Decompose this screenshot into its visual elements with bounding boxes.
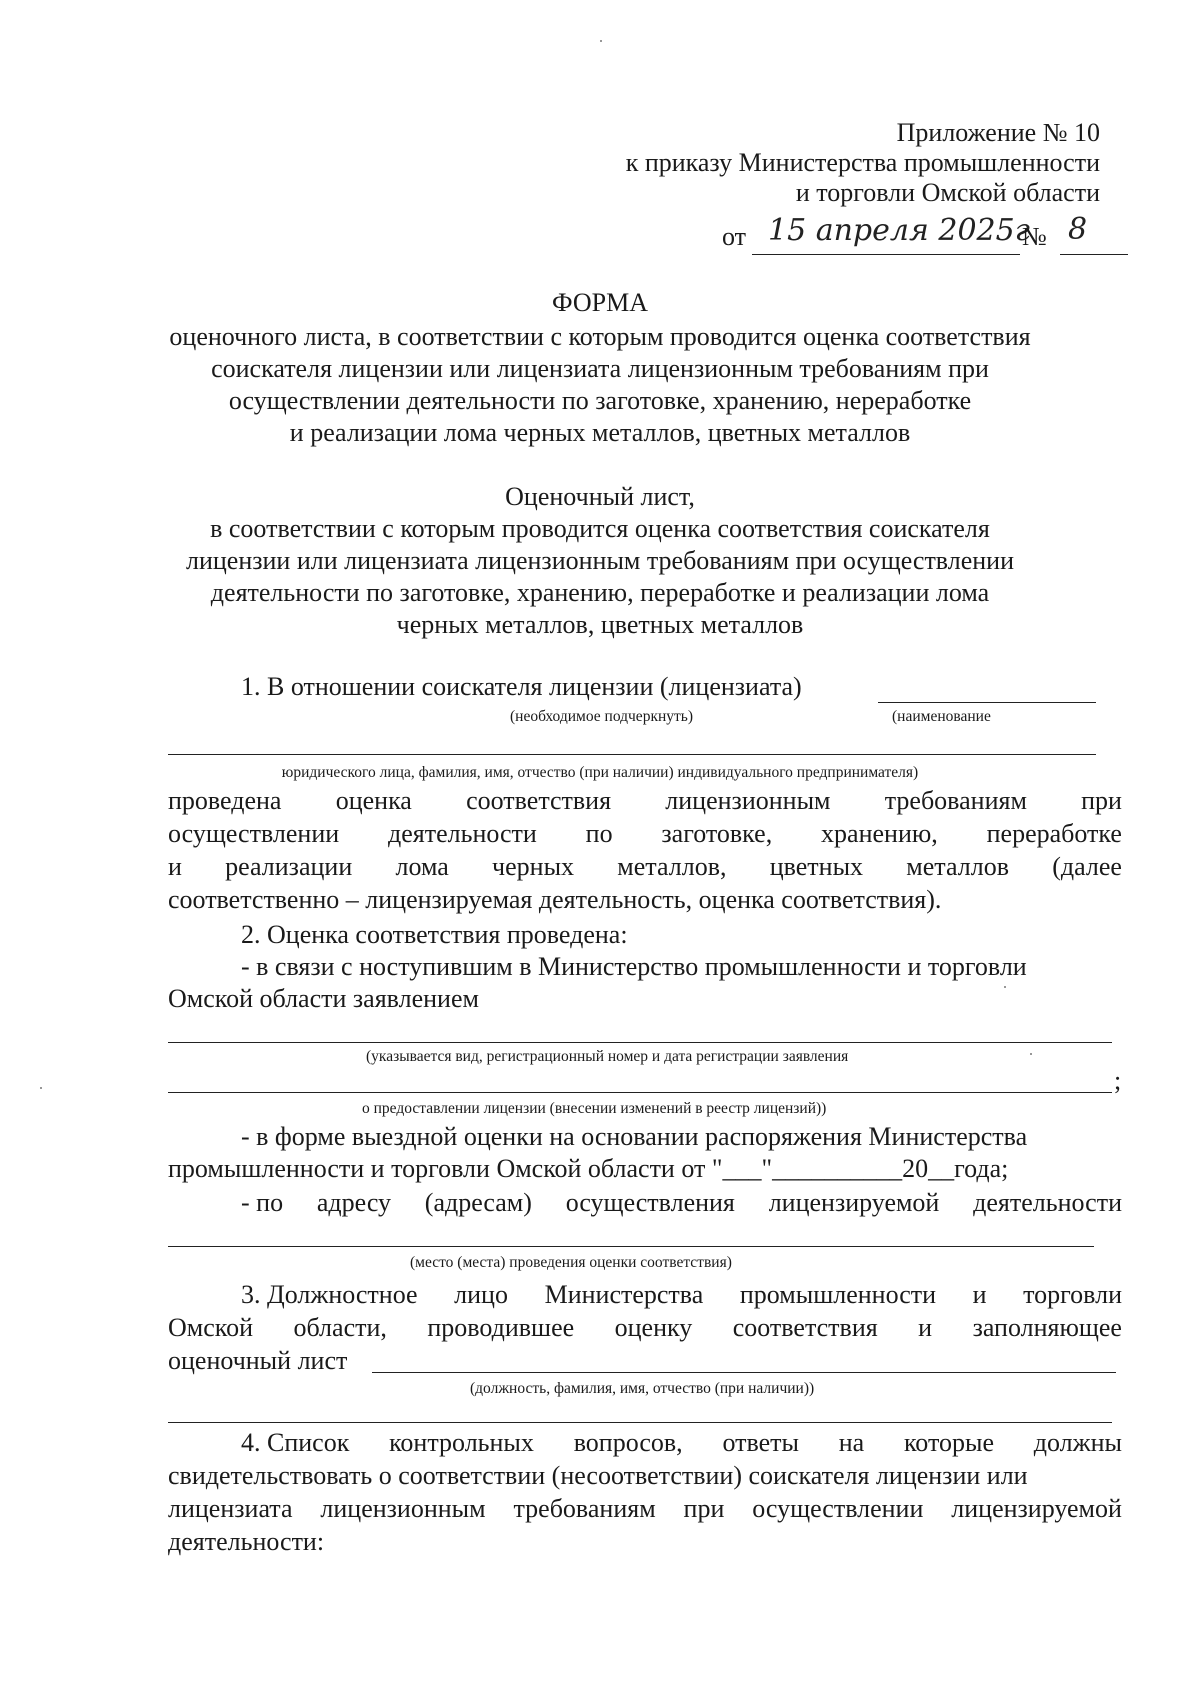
form-description-line: и реализации лома черных металлов, цветных металлов bbox=[289, 418, 911, 447]
section2-hint-application: (указывается вид, регистрационный номер и дата регистрации заявления bbox=[366, 1048, 849, 1065]
word: контрольных bbox=[389, 1428, 534, 1457]
order-reference: к приказу Министерства промышленности bbox=[625, 148, 1100, 177]
section1-body-line bbox=[168, 819, 1122, 849]
word: и bbox=[168, 852, 182, 881]
section4-line4: деятельности: bbox=[168, 1527, 325, 1556]
section3-hint-official: (должность, фамилия, имя, отчество (при наличии)) bbox=[470, 1380, 815, 1397]
section2-item2-line2: промышленности и торговли Омской области от "___"__________20__года; bbox=[168, 1154, 1009, 1183]
word: по bbox=[585, 819, 613, 848]
word: лома bbox=[395, 852, 449, 881]
section3-official-field-2 bbox=[168, 1422, 1112, 1423]
word: при bbox=[683, 1494, 725, 1523]
scan-speck bbox=[600, 40, 602, 42]
section2-hint-place: (место (места) проведения оценки соответствия) bbox=[410, 1254, 732, 1271]
word: Омской bbox=[168, 1313, 253, 1342]
word: оценку bbox=[614, 1313, 693, 1342]
section2-item2-line1: - в форме выездной оценки на основании распоряжения Министерства bbox=[241, 1122, 1028, 1151]
word: проведена bbox=[168, 786, 282, 815]
scan-speck bbox=[40, 1087, 42, 1089]
section2-hint-licence: о предоставлении лицензии (внесении изменений в реестр лицензий)) bbox=[362, 1100, 827, 1117]
section4-line3 bbox=[168, 1494, 1122, 1524]
word: оценка bbox=[335, 786, 412, 815]
word: должны bbox=[1033, 1428, 1122, 1457]
word: торговли bbox=[1023, 1280, 1122, 1309]
order-ministry: и торговли Омской области bbox=[795, 178, 1100, 207]
section1-body-line bbox=[168, 852, 1122, 882]
word: и bbox=[918, 1313, 933, 1342]
word: лицензируемой bbox=[768, 1188, 940, 1217]
section1-hint-underline: (необходимое подчеркнуть) bbox=[510, 708, 694, 725]
word: (далее bbox=[1052, 852, 1122, 881]
section2-application-field bbox=[168, 1042, 1112, 1043]
sheet-description-line: черных металлов, цветных металлов bbox=[396, 610, 804, 639]
word: соответствия bbox=[466, 786, 612, 815]
word: черных bbox=[492, 852, 575, 881]
word: лицо bbox=[454, 1280, 508, 1309]
section1-hint-entity: юридического лица, фамилия, имя, отчество (при наличии) индивидуального предпринимателя) bbox=[281, 764, 919, 781]
word: деятельности bbox=[387, 819, 537, 848]
word: осуществлении bbox=[168, 819, 340, 848]
word: деятельности bbox=[973, 1188, 1122, 1217]
section1-applicant-field bbox=[878, 702, 1096, 703]
word: - по bbox=[241, 1188, 284, 1217]
order-date-underline bbox=[752, 254, 1020, 255]
word: металлов, bbox=[617, 852, 727, 881]
section2-item3-line bbox=[241, 1188, 1122, 1218]
word: требованиям bbox=[513, 1494, 656, 1523]
section2-place-field bbox=[168, 1246, 1094, 1247]
section1-text: 1. В отношении соискателя лицензии (лицензиата) bbox=[241, 672, 802, 701]
order-number-underline bbox=[1060, 254, 1128, 255]
word: адресу bbox=[316, 1188, 392, 1217]
word: при bbox=[1081, 786, 1122, 815]
form-description-line: оценочного листа, в соответствии с которым проводится оценка соответствия bbox=[169, 322, 1031, 351]
word: осуществления bbox=[565, 1188, 735, 1217]
word: ответы bbox=[722, 1428, 799, 1457]
section2-heading: 2. Оценка соответствия проведена: bbox=[241, 920, 628, 949]
word: 3. Должностное bbox=[241, 1280, 418, 1309]
order-number-label: № bbox=[1022, 222, 1047, 251]
word: осуществлении bbox=[752, 1494, 924, 1523]
word: области, bbox=[293, 1313, 387, 1342]
form-description-line: соискателя лицензии или лицензиата лицензионным требованиям при bbox=[211, 354, 989, 383]
section2-item1-line2: Омской области заявлением bbox=[168, 984, 479, 1013]
word: лицензиата bbox=[168, 1494, 293, 1523]
word: Министерства bbox=[544, 1280, 704, 1309]
word: переработке bbox=[986, 819, 1122, 848]
form-title: ФОРМА bbox=[552, 288, 648, 317]
section1-hint-name: (наименование bbox=[892, 708, 991, 725]
word: заполняющее bbox=[972, 1313, 1122, 1342]
section4-line1 bbox=[241, 1428, 1122, 1458]
order-number-handwritten: 8 bbox=[1068, 212, 1088, 247]
section1-entity-field bbox=[168, 754, 1096, 755]
scan-speck bbox=[1030, 1053, 1032, 1055]
word: проводившее bbox=[427, 1313, 575, 1342]
word: лицензионным bbox=[665, 786, 831, 815]
section4-line2: свидетельствовать о соответствии (несоответствии) соискателя лицензии или bbox=[168, 1461, 1028, 1490]
section2-semicolon: ; bbox=[1114, 1066, 1122, 1095]
sheet-description-line: в соответствии с которым проводится оценка соответствия соискателя bbox=[210, 514, 990, 543]
word: и bbox=[972, 1280, 987, 1309]
word: лицензируемой bbox=[951, 1494, 1122, 1523]
word: вопросов, bbox=[573, 1428, 683, 1457]
word: реализации bbox=[225, 852, 353, 881]
word: цветных bbox=[769, 852, 864, 881]
form-description-line: осуществлении деятельности по заготовке, хранению, нереработке bbox=[228, 386, 972, 415]
word: промышленности bbox=[739, 1280, 937, 1309]
section1-last-line: соответственно – лицензируемая деятельность, оценка соответствия). bbox=[168, 885, 942, 914]
section2-application-field-2 bbox=[168, 1092, 1112, 1093]
word: лицензионным bbox=[320, 1494, 486, 1523]
section3-official-field bbox=[372, 1372, 1116, 1373]
section1-body-line bbox=[168, 786, 1122, 816]
section3-line3: оценочный лист bbox=[168, 1346, 348, 1375]
word: на bbox=[838, 1428, 865, 1457]
scan-speck bbox=[1004, 986, 1006, 988]
section2-item1-line1: - в связи с ноступившим в Министерство промышленности и торговли bbox=[241, 952, 1027, 981]
appendix-number: Приложение № 10 bbox=[896, 118, 1100, 147]
word: заготовке, bbox=[661, 819, 773, 848]
sheet-title: Оценочный лист, bbox=[505, 482, 695, 511]
word: хранению, bbox=[821, 819, 938, 848]
order-from-label: от bbox=[722, 222, 747, 251]
order-date-handwritten: 15 апреля 2025г bbox=[768, 213, 1030, 248]
sheet-description-line: деятельности по заготовке, хранению, переработке и реализации лома bbox=[210, 578, 990, 607]
word: (адресам) bbox=[424, 1188, 532, 1217]
sheet-description-line: лицензии или лицензиата лицензионным требованиям при осуществлении bbox=[185, 546, 1014, 575]
word: требованиям bbox=[884, 786, 1027, 815]
section3-line2 bbox=[168, 1313, 1122, 1343]
section3-line1 bbox=[241, 1280, 1122, 1310]
word: металлов bbox=[906, 852, 1009, 881]
word: 4. Список bbox=[241, 1428, 350, 1457]
word: которые bbox=[904, 1428, 994, 1457]
word: соответствия bbox=[732, 1313, 878, 1342]
